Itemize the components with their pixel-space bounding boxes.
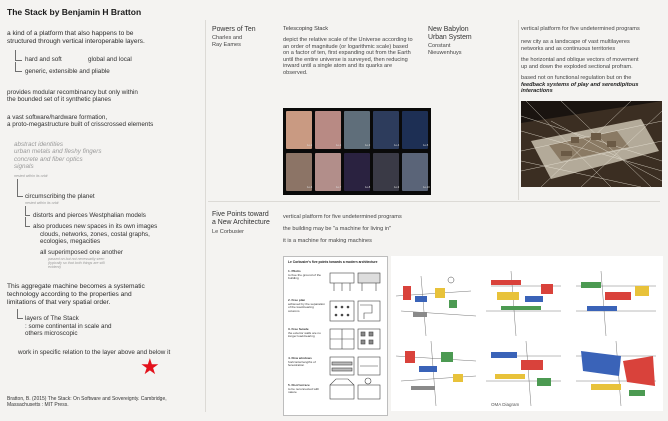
point-4: 4. Row windows horizontal lengths of fenestration bbox=[288, 356, 316, 368]
powers-authors: Charles and Ray Eames bbox=[212, 35, 243, 48]
point-5: 5. Roof terrace to be reconnected with nature bbox=[288, 383, 320, 395]
tile-label: 1e-9 bbox=[394, 186, 400, 189]
column-divider bbox=[518, 20, 519, 200]
bracket-line bbox=[15, 50, 16, 60]
recombinancy-paragraph: provides modular recombinancy but only within the bounded set of it synthetic planes bbox=[7, 89, 138, 104]
diagram-title: Le Corbusier's five points towards a modern architecture bbox=[288, 260, 378, 264]
bracket-line bbox=[25, 217, 26, 226]
citation: Bratton, B. (2015) The Stack: On Software and Sovereignty. Cambridge, Massachusetts : MIT Press. bbox=[7, 396, 167, 408]
layers-label: layers of The Stack bbox=[25, 315, 79, 322]
bracket-line bbox=[15, 60, 22, 61]
five-points-diagram bbox=[283, 256, 388, 416]
corbusier-p1: vertical platform for five undetermined programs bbox=[283, 214, 402, 220]
bracket-line bbox=[17, 179, 18, 197]
corbusier-heading: Five Points toward a New Architecture bbox=[212, 211, 270, 226]
aggregate-paragraph: This aggregate machine becomes a systematic technology according to the properties and limitations of that very spatial order. bbox=[7, 283, 145, 306]
babylon-p2: new city as a landscape of vast multilayeres networks and as continuous territories bbox=[521, 39, 630, 52]
bracket-line bbox=[17, 196, 23, 197]
new-babylon-model bbox=[521, 101, 662, 187]
corbusier-p2: the building may be "a machine for living in" bbox=[283, 226, 392, 232]
babylon-author: Constant Nieuwenhuys bbox=[428, 43, 462, 56]
tile-label: 1e-2 bbox=[336, 144, 342, 147]
circumscribing-label: circumscribing the planet bbox=[25, 193, 95, 200]
layer-relation-label: work in specific relation to the layer above and below it bbox=[18, 349, 171, 356]
tile-label: 1e-3 bbox=[365, 144, 371, 147]
row-divider bbox=[208, 201, 660, 202]
distorts-label: distorts and pierces Westphalian models bbox=[33, 212, 146, 219]
nested-note: nested within its orbit bbox=[14, 174, 48, 178]
tile-label: 1e-6 bbox=[307, 186, 313, 189]
abstract-list: abstract identities urban metals and fleshy fingers concrete and fiber optics signals bbox=[14, 141, 102, 171]
produces-label: also produces new spaces in its own images bbox=[33, 223, 158, 230]
layers-sub: : some continental in scale and others microscopic bbox=[25, 323, 112, 338]
corbusier-author: Le Corbusier bbox=[212, 229, 245, 235]
oma-caption: OMA Diagram bbox=[491, 402, 520, 407]
star-icon: ★ bbox=[140, 354, 160, 379]
global-local-label: global and local bbox=[88, 56, 132, 63]
column-divider bbox=[205, 20, 206, 412]
tile-label: 1e-8 bbox=[365, 186, 371, 189]
bracket-line bbox=[17, 318, 23, 319]
tile-label: 1e-4 bbox=[394, 144, 400, 147]
tile-label: 1e-7 bbox=[336, 186, 342, 189]
powers-of-ten-grid bbox=[283, 108, 431, 195]
powers-heading: Powers of Ten bbox=[212, 26, 256, 33]
babylon-p1: vertical platform for five undetermined programs bbox=[521, 26, 640, 32]
clouds-list: clouds, networks, zones, costal graphs, ecologies, megacities bbox=[40, 231, 150, 246]
model-photo-svg bbox=[521, 101, 662, 187]
babylon-heading: New Babylon Urban System bbox=[428, 26, 472, 41]
point-1: 1. Pilotis to free the ground of the building bbox=[288, 269, 322, 281]
oma-diagram bbox=[391, 256, 663, 411]
tile-label: 1e-5 bbox=[423, 144, 429, 147]
hard-soft-label: hard and soft bbox=[25, 56, 62, 63]
bracket-line bbox=[15, 71, 22, 72]
platform-paragraph: a kind of a platform that also happens to be structured through vertical interoperable layers. bbox=[7, 30, 145, 45]
point-3: 3. Free facade the exterior walls are no longer load-bearing bbox=[288, 327, 321, 339]
tile-label: 1e-1 bbox=[307, 144, 313, 147]
corbusier-p3: it is a machine for making machines bbox=[283, 238, 372, 244]
generic-label: generic, extensible and pliable bbox=[25, 68, 110, 75]
babylon-p4: based not on functional regulation but on the feedback systems of play and serendipitous interactions bbox=[521, 75, 639, 95]
tile-label: 1e-10 bbox=[423, 186, 430, 189]
page-title: The Stack by Benjamin H Bratton bbox=[7, 7, 142, 17]
point-2: 2. Free plan achieved by the separation of the load-bearing columns bbox=[288, 298, 325, 314]
nested-note-2: nested within its orbit bbox=[25, 201, 59, 205]
bracket-line bbox=[15, 62, 16, 71]
telescoping-heading: Telescoping Stack bbox=[283, 26, 329, 32]
formation-paragraph: a vast software/hardware formation, a proto-megastructure built of crisscrossed elements bbox=[7, 114, 154, 129]
oma-diagram-svg bbox=[391, 256, 663, 411]
superimposed-note: passed on but not necessarily seen (typically so that both things are still evident) bbox=[48, 257, 105, 270]
bracket-line bbox=[25, 206, 26, 215]
bracket-line bbox=[17, 309, 18, 318]
powers-description: depict the relative scale of the Universe according to an order of magnitude (or logarithmic scale) based on a factor of ten, first expanding out from the Earth until the entire universe is surveyed, then reducing inward until a single atom and its quarks are observed. bbox=[283, 37, 413, 76]
bracket-line bbox=[25, 215, 30, 216]
bracket-line bbox=[25, 226, 30, 227]
superimposed-label: all superimposed one another bbox=[40, 249, 123, 256]
babylon-p3: the horizontal and oblique vectors of movement up and down the exploded sectional profram. bbox=[521, 57, 639, 70]
five-points-sketches bbox=[328, 267, 384, 412]
